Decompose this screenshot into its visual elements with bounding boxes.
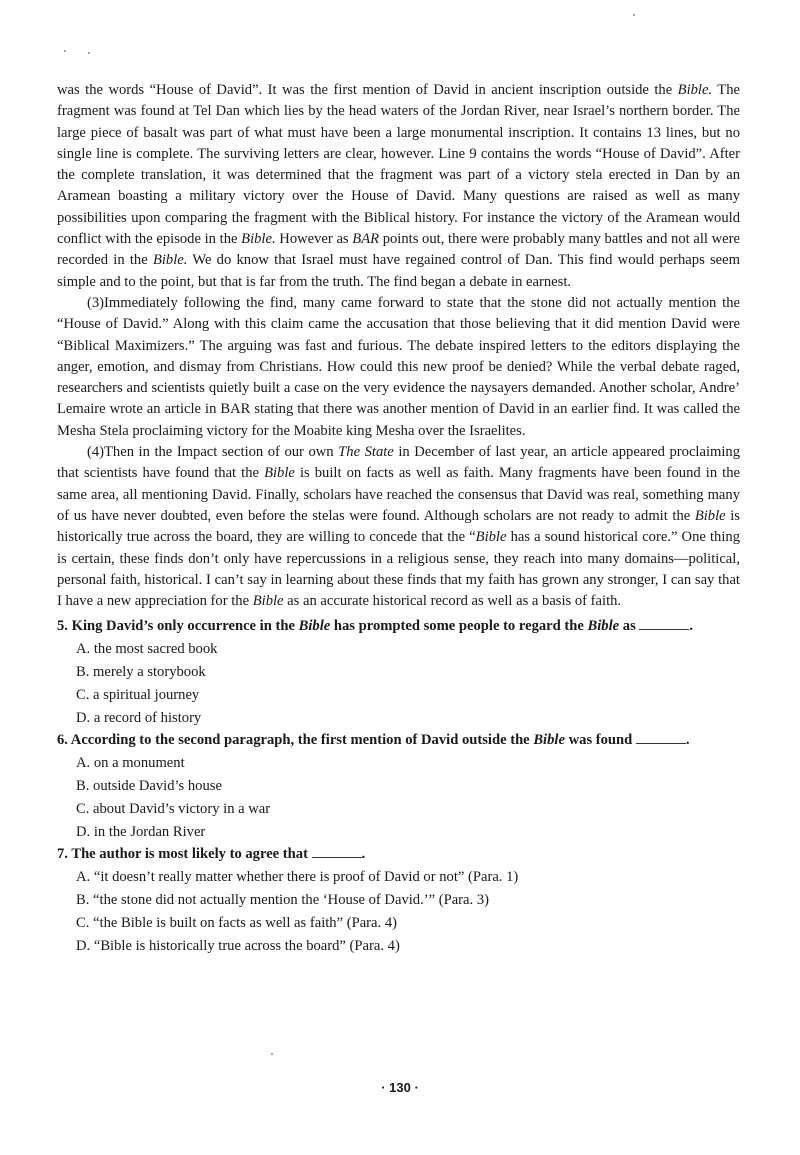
question-stem	[57, 729, 740, 752]
text-run: We do know that Israel must have regained control of Dan. This find would perhaps seem simple and to the point, but that is far from the truth. The find began a debate in earnest.	[57, 252, 740, 290]
passage-paragraph-4	[57, 442, 740, 612]
italic-text: Bible.	[677, 82, 713, 98]
question-list	[57, 615, 740, 957]
text-run: was found	[564, 732, 636, 749]
italic-text: Bible	[298, 618, 331, 635]
text-run: points out, there were probably many battles and not all were recorded in the	[57, 231, 740, 269]
text-run: has a sound historical core.” One thing is certain, these finds don’t only have repercussions in a religious sense, they reach into many domains—political, personal faith, historical. I can’t say in learning about these finds that my faith has grown any stronger, I can say that I have a new appreciation for the	[57, 529, 740, 610]
italic-text: Bible	[694, 507, 726, 524]
text-run: as	[619, 618, 640, 635]
scan-speck	[633, 14, 635, 16]
italic-text: Bible	[533, 732, 565, 749]
answer-option: A. “it doesn’t really matter whether there is proof of David or not” (Para. 1)	[76, 869, 519, 886]
question-stem	[57, 843, 740, 866]
question-stem	[57, 615, 740, 638]
text-run: However as	[275, 231, 353, 248]
answer-option: D. in the Jordan River	[76, 823, 206, 840]
italic-text: Bible.	[152, 252, 188, 269]
italic-text: Bible.	[241, 231, 276, 248]
answer-blank	[636, 731, 686, 744]
text-run: 6. According to the second paragraph, the first mention of David outside the	[57, 732, 534, 749]
text-run: The fragment was found at Tel Dan which lies by the head waters of the Jordan River, near Israel’s northern border. The large piece of basalt was part of what must have been a large monumental inscription. It contains 13 lines, but no single line is complete. The surviving letters are clear, however. Line 9 contains the words “House of David”. After the complete translation, it was determined that the fragment was part of a victory stela erected in Dan by an Aramean boasting a military victory over the House of David. Many questions are raised as well as many possibilities upon comparing the fragment with the Biblical history. For instance the victory of the Aramean would conflict with the episode in the	[57, 82, 740, 248]
answer-option: B. “the stone did not actually mention the ‘House of David.’” (Para. 3)	[76, 891, 489, 908]
text-run: is historically true across the board, they are willing to concede that the “	[57, 507, 740, 546]
text-run: in December of last year, an article appeared proclaiming that scientists have found that the	[57, 444, 741, 482]
scan-speck	[88, 52, 90, 54]
answer-option: A. on a monument	[76, 755, 185, 772]
stem-period: .	[361, 846, 366, 863]
italic-text: Bible	[587, 618, 620, 635]
answer-option: D. a record of history	[76, 709, 202, 726]
stem-period: .	[685, 732, 690, 749]
text-run: (3)Immediately following the find, many came forward to state that the stone did not actually mention the “House of David.” Along with this claim came the accusation that those believing that it did mention David were “Biblical Maximizers.” The arguing was fast and furious. The debate inspired letters to the editors displaying the anger, emotion, and dismay from Christians. How could this new proof be denied? While the verbal debate raged, researchers and scientists quietly built a case on the very evidence the naysayers demanded. Another scholar, Andre’ Lemaire wrote an article in BAR stating that there was another mention of David in an earlier find. It was called the Mesha Stela proclaiming victory for the Moabite king Mesha over the Israelites.	[57, 294, 740, 439]
italic-text: Bible	[264, 465, 295, 482]
answer-option: C. a spiritual journey	[76, 686, 200, 703]
italic-text: Bible	[475, 529, 507, 546]
stem-period: .	[689, 618, 694, 635]
passage-paragraph-2	[57, 80, 740, 293]
text-run: was the words “House of David”. It was the first mention of David in ancient inscription outside the	[57, 82, 678, 98]
italic-text: The State	[338, 444, 394, 461]
text-run: (4)Then in the Impact section of our own	[87, 444, 339, 461]
answer-option: B. outside David’s house	[76, 778, 222, 794]
italic-text: Bible	[252, 593, 284, 610]
italic-text: BAR	[352, 231, 380, 248]
text-run: 5. King David’s only occurrence in the	[57, 618, 299, 635]
text-run: 7. The author is most likely to agree that	[57, 846, 312, 863]
answer-blank	[312, 845, 362, 858]
page-number: · 130 ·	[381, 1080, 419, 1095]
answer-option: C. “the Bible is built on facts as well as faith” (Para. 4)	[76, 914, 397, 931]
scan-speck	[64, 50, 66, 52]
text-run: as an accurate historical record as well as a basis of faith.	[283, 593, 622, 610]
answer-option: A. the most sacred book	[76, 641, 218, 658]
answer-option: B. merely a storybook	[76, 664, 206, 681]
scan-speck	[271, 1053, 273, 1055]
text-run: has prompted some people to regard the	[330, 618, 588, 635]
answer-blank	[639, 617, 689, 630]
answer-option: D. “Bible is historically true across the board” (Para. 4)	[76, 937, 400, 954]
passage-paragraph-3	[57, 293, 740, 442]
text-run: is built on facts as well as faith. Many fragments have been found in the same area, all mentioning David. Finally, scholars have reached the consensus that David was real, something many of us have never doubted, even before the stelas were found. Although scholars are not ready to admit the	[57, 465, 741, 524]
passage-and-questions	[57, 80, 740, 957]
answer-option: C. about David’s victory in a war	[76, 800, 271, 817]
